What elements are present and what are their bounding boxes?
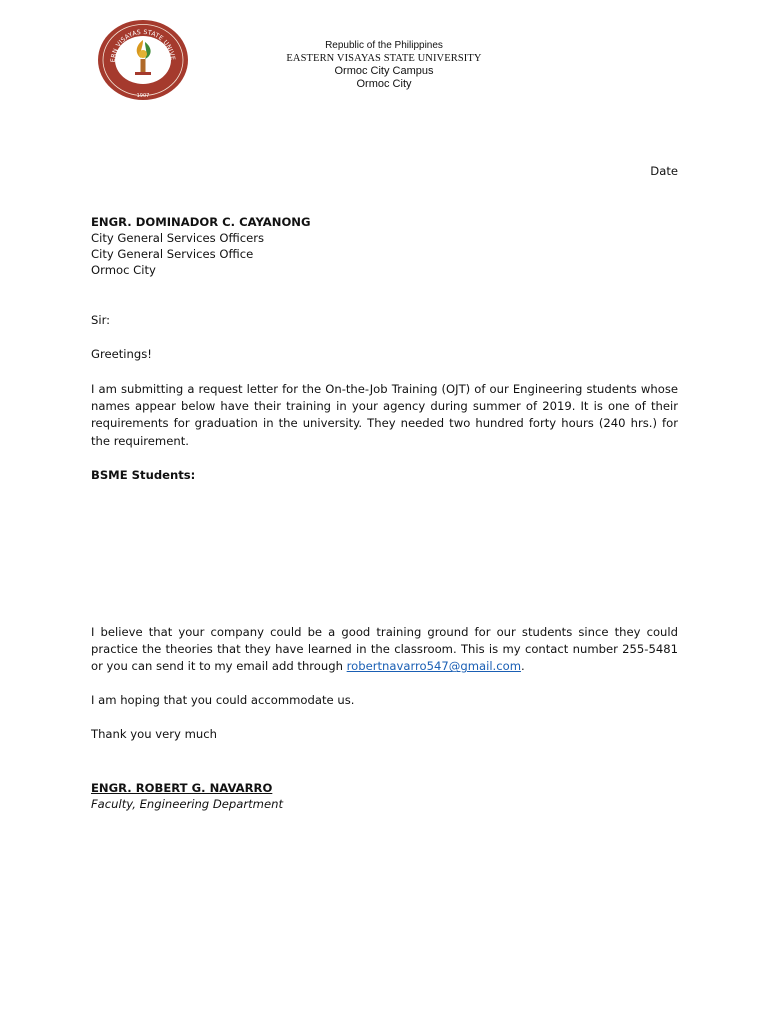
- recipient-name: ENGR. DOMINADOR C. CAYANONG: [91, 215, 311, 229]
- email-link[interactable]: robertnavarro547@gmail.com: [346, 659, 522, 674]
- greeting: Greetings!: [91, 347, 152, 361]
- closing-thanks: Thank you very much: [91, 727, 217, 741]
- request-paragraph: I am submitting a request letter for the On-the-Job Training (OJT) of our Engineering students whose names appear below have their training in your agency during summer of 2019. It is one of their requirements for graduation in the university. They needed two hundred forty hours (240 hrs.) for the requirement.: [91, 382, 678, 448]
- letterhead-city: Ormoc City: [356, 78, 412, 90]
- salutation: Sir:: [91, 313, 111, 327]
- contact-end: .: [521, 659, 525, 674]
- signature-block: [91, 780, 283, 812]
- letterhead-university: EASTERN VISAYAS STATE UNIVERSITY: [286, 53, 482, 64]
- letterhead-republic: Republic of the Philippines: [325, 40, 443, 51]
- seal-year: 1907: [136, 93, 150, 99]
- recipient-title: City General Services Officers: [91, 231, 265, 245]
- seal-text: ERN VISAYAS STATE UNIVE: [109, 28, 176, 63]
- contact-paragraph: [91, 624, 678, 676]
- students-heading: BSME Students:: [91, 468, 196, 482]
- letterhead-campus: Ormoc City Campus: [334, 65, 434, 77]
- date-label: Date: [650, 164, 678, 178]
- university-seal: [95, 18, 191, 102]
- letterhead: [250, 39, 518, 91]
- signatory-role: Faculty, Engineering Department: [91, 797, 283, 811]
- recipient-office: City General Services Office: [91, 247, 254, 261]
- recipient-block: [91, 214, 311, 278]
- recipient-city: Ormoc City: [91, 263, 156, 277]
- closing-hope: I am hoping that you could accommodate us.: [91, 693, 355, 707]
- signatory-name: ENGR. ROBERT G. NAVARRO: [91, 781, 273, 795]
- contact-text: I believe that your company could be a good training ground for our students since they could practice the theories that they have learned in the classroom. This is my contact number 255-5481 or you can send it to my email add through: [91, 625, 678, 674]
